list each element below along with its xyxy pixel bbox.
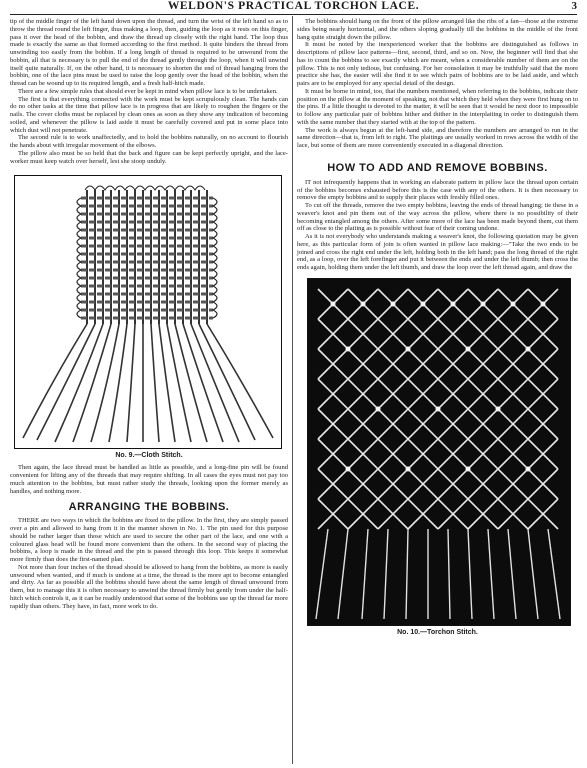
paragraph: As it is not everybody who understands making a weaver's knot, the following quotation may be given here, as this particular form of join is often wanted in pillow lace making:—"Take the two ends to be joined and cross the right end under the left, holding both in the left hand; pass the long thread of the right end, as a loop, over the left forefinger and put it between the ends and under the left thumb; then cross the ends again, holding them under the left thumb, and draw the loop over the left thread again, and draw the: [297, 233, 578, 271]
paragraph: IT not infrequently happens that in working an elaborate pattern in pillow lace the thread upon certain of the bobbins becomes exhausted before this is the case with any of the others. It is then necessary to remove the empty bobbins and to supply their places with freshly filled ones.: [297, 178, 578, 202]
paragraph: Then again, the lace thread must be handled as little as possible, and a long-fine pin will be found convenient for lifting any of the threads that may require shifting. In all cases the eyes must not pay too much attention to the bobbins, but must rather study the threads, looking upon the former merely as handles, and nothing more.: [10, 464, 288, 495]
paragraph: tip of the middle finger of the left hand down upon the thread, and turn the wrist of the left hand so as to throw the thread round the left finger, thus making a loop, then, guiding the loop as it rests on this finger, pass it over the head of the bobbin, and draw the thread up closely with the right hand. The loop thus made is exactly the same as that formed according to the first method. It quite hinders the thread from unwinding too easily from the bobbin. If a long length of thread is required to be unwound from the bobbin, all that is necessary is to pull the end of the thread gently through the loop, when it will unwind itself quite naturally. If, on the other hand, it is necessary to shorten the end of thread hanging from the bobbin, one of the lace pins must be used to raise the loop gently over the head of the bobbin, when the thread can be wound up to its required length, and a fresh half-hitch made.: [10, 18, 288, 87]
paragraph: It must be borne in mind, too, that the numbers mentioned, when referring to the bobbins, indicate their position on the pillow at the moment of speaking, not that which they held when they were first hung on to the pins. If a little thought is devoted to the matter, it will be seen that it would be next door to impossible to follow any particular pair of bobbins hither and thither in the interplaiting in order to distinguish them with the same number that they started with at the top of the pattern.: [297, 87, 578, 126]
paragraph: It must be noted by the inexperienced worker that the bobbins are distinguished as follows in descriptions of pillow lace patterns—first, second, third, and so on. Now, the beginner will find that she has to count the bobbins to see exactly which are meant, when a considerable number of them are on the pillow. This is not only tedious, but confusing. For her consolation it may be truthfully said that the more practice she has, the easier will she find it to see which pairs of bobbins are to be laid aside, and which pairs are to be employed for any special detail of the design.: [297, 41, 578, 87]
figure-caption: No. 9.—Cloth Stitch.: [115, 452, 183, 460]
section-heading: HOW TO ADD AND REMOVE BOBBINS.: [327, 161, 548, 174]
paragraph: There are a few simple rules that should ever be kept in mind when pillow lace is to be undertaken.: [18, 87, 278, 95]
paragraph: The bobbins should hang on the front of the pillow arranged like the ribs of a fan—those at the extreme sides being nearly horizontal, and the others sloping gradually till the bobbins in the middle of the front hang quite straight down the pillow.: [297, 18, 578, 41]
paragraph: To cut off the threads, remove the two empty bobbins, leaving the ends of thread hanging; tie these in a weaver's knot and pin them out of the way across the pillow, where there is no possibility of their becoming entangled among the others. After some more of the lace has been made beyond them, cut them off as close to the plaiting as is possible without fear of their coming undone.: [297, 202, 578, 233]
paragraph: THERE are two ways in which the bobbins are fixed to the pillow. In the first, they are simply passed over a pin and allowed to hang from it in the manner shown in No. 1. The pin used for this purpose should be rather larger than those which are used to secure the other part of the lace, and one with a coloured glass head will be found more convenient than the others. In the second way of placing the bobbins, a loop is made in the thread and the pin is passed through this loop. This keeps it somewhat more firmly than does the first-named plan.: [10, 517, 288, 563]
header-rule: [10, 14, 577, 15]
torchon-stitch-illustration: [308, 279, 570, 625]
paragraph: Not more than four inches of the thread should be allowed to hang from the bobbins, as more is easily unwound when wanted, and if much is undone at a time, the thread is the more apt to become entangled and dirty. As far as possible all the bobbins should have about the same length of thread unwound from them, but to manage this it is often necessary to unwind the thread firmly but gently from under the half-hitch which controls it, as it can be readily understood that some of the bobbins use up the thread far more rapidly than others. They have, in fact, more work to do.: [10, 563, 288, 610]
running-title: WELDON'S PRACTICAL TORCHON LACE.: [167, 0, 420, 12]
figure-cloth-stitch: [14, 175, 282, 449]
paragraph: The pillow also must be so held that the back and figure can be kept perfectly upright, and the lace-worker must keep watch over herself, lest she stoop unduly.: [10, 149, 288, 165]
column-divider: [292, 16, 293, 764]
left-column: [10, 18, 288, 610]
paragraph: The second rule is to work unaffectedly, and to hold the bobbins naturally, on no account to flourish the hands about with irregular movement of the elbows.: [10, 134, 288, 149]
right-column: [297, 18, 578, 637]
paragraph: The work is always begun at the left-hand side, and therefore the numbers are arranged to run in the same direction—that is, from left to right. The plaitings are usually worked in rows across the width of the lace, but some of them are more conveniently executed in a diagonal direction.: [297, 126, 578, 149]
figure-torchon-stitch: [307, 278, 571, 626]
figure-caption: No. 10.—Torchon Stitch.: [397, 628, 478, 636]
section-heading: ARRANGING THE BOBBINS.: [68, 501, 230, 514]
page-header: [0, 0, 587, 14]
page-number: 3: [571, 0, 577, 12]
cloth-stitch-illustration: [15, 176, 281, 448]
paragraph: The first is that everything connected with the work must be kept scrupulously clean. The hands can do no other tasks at the time that pillow lace is in progress that are likely to roughen the fingers or the nails. The cover cloths must be replaced by clean ones as soon as they show any indication of becoming soiled, and whenever the pillow is laid aside it must be carefully covered and put in some place into which dust will not penetrate.: [10, 95, 288, 134]
